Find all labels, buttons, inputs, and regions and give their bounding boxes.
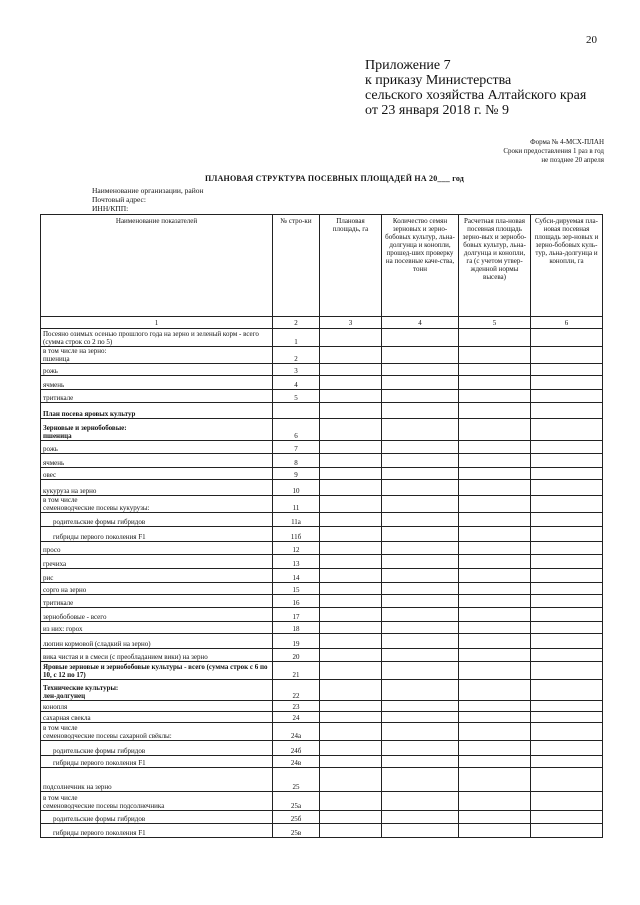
value-cell[interactable] (320, 569, 382, 583)
value-cell[interactable] (531, 364, 603, 376)
row-number: 12 (273, 542, 320, 555)
row-label: ячмень (41, 376, 273, 390)
row-number: 21 (273, 662, 320, 680)
header-seed-quantity: Количество семян зерновых и зерно-бобовых культур, льна-долгунца и конопли, прошед-ших проверку на посевные каче-ства, тонн (382, 215, 459, 317)
value-cell[interactable] (320, 513, 382, 527)
value-cell[interactable] (382, 468, 459, 480)
value-cell[interactable] (531, 513, 603, 527)
row-label: рожь (41, 441, 273, 454)
value-cell[interactable] (531, 390, 603, 403)
postal-address-label: Почтовый адрес: (92, 195, 146, 204)
row-number: 9 (273, 468, 320, 480)
value-cell[interactable] (320, 390, 382, 403)
value-cell[interactable] (382, 454, 459, 468)
row-number: 11б (273, 527, 320, 542)
value-cell[interactable] (320, 712, 382, 723)
row-number: 24б (273, 741, 320, 756)
value-cell[interactable] (459, 527, 531, 542)
table-row (41, 649, 603, 662)
value-cell[interactable] (320, 496, 382, 513)
value-cell[interactable] (531, 480, 603, 496)
value-cell[interactable] (382, 824, 459, 838)
header-indicator-name: Наименование показателей (41, 215, 273, 317)
row-number: 11 (273, 496, 320, 513)
table-row (41, 569, 603, 583)
value-cell[interactable] (459, 756, 531, 768)
table-row (41, 662, 603, 680)
table-row (41, 390, 603, 403)
value-cell[interactable] (382, 723, 459, 741)
table-row (41, 419, 603, 441)
table-row (41, 756, 603, 768)
row-label: Яровые зерновые и зернобобовые культуры - всего (сумма строк с 6 по 10, с 12 по 17) (41, 662, 273, 680)
column-number: 2 (273, 317, 320, 329)
value-cell[interactable] (531, 811, 603, 824)
value-cell[interactable] (320, 811, 382, 824)
row-label: в том числе семеноводческие посевы подсолнечника (41, 792, 273, 811)
table-row (41, 555, 603, 569)
row-number: 2 (273, 347, 320, 364)
value-cell[interactable] (459, 741, 531, 756)
value-cell[interactable] (382, 595, 459, 608)
table-row (41, 454, 603, 468)
value-cell[interactable] (382, 712, 459, 723)
value-cell[interactable] (320, 792, 382, 811)
column-number: 5 (459, 317, 531, 329)
value-cell[interactable] (382, 419, 459, 441)
row-number: 18 (273, 622, 320, 634)
table-row (41, 768, 603, 792)
value-cell[interactable] (320, 468, 382, 480)
value-cell[interactable] (320, 555, 382, 569)
value-cell[interactable] (459, 701, 531, 712)
table-row (41, 542, 603, 555)
row-label: гибриды первого поколения F1 (41, 756, 273, 768)
value-cell[interactable] (459, 569, 531, 583)
value-cell[interactable] (459, 513, 531, 527)
table-body (41, 329, 603, 838)
row-number: 17 (273, 608, 320, 622)
value-cell[interactable] (320, 364, 382, 376)
value-cell[interactable] (382, 390, 459, 403)
row-label: ячмень (41, 454, 273, 468)
value-cell[interactable] (531, 583, 603, 595)
row-label: Посеяно озимых осенью прошлого года на зерно и зеленый корм - всего (сумма строк со 2 по 5) (41, 329, 273, 347)
row-label: зернобобовые - всего (41, 608, 273, 622)
header-row-number: № стро-ки (273, 215, 320, 317)
table-row (41, 441, 603, 454)
row-label: просо (41, 542, 273, 555)
form-number: Форма № 4-МСХ-ПЛАН (530, 138, 604, 146)
value-cell[interactable] (320, 824, 382, 838)
value-cell[interactable] (382, 649, 459, 662)
row-number (273, 403, 320, 419)
column-number-row (41, 317, 603, 329)
row-number: 25б (273, 811, 320, 824)
value-cell[interactable] (382, 347, 459, 364)
value-cell[interactable] (320, 329, 382, 347)
value-cell[interactable] (320, 608, 382, 622)
value-cell[interactable] (531, 569, 603, 583)
row-label: вика чистая и в смеси (с преобладанием вики) на зерно (41, 649, 273, 662)
table-row (41, 329, 603, 347)
row-number: 4 (273, 376, 320, 390)
value-cell[interactable] (382, 792, 459, 811)
value-cell[interactable] (382, 364, 459, 376)
value-cell[interactable] (459, 496, 531, 513)
value-cell[interactable] (459, 811, 531, 824)
document-title: ПЛАНОВАЯ СТРУКТУРА ПОСЕВНЫХ ПЛОЩАДЕЙ НА 20___ год (205, 174, 465, 183)
row-number: 8 (273, 454, 320, 468)
row-label: кукуруза на зерно (41, 480, 273, 496)
value-cell[interactable] (382, 555, 459, 569)
row-number: 3 (273, 364, 320, 376)
value-cell[interactable] (531, 824, 603, 838)
row-number: 5 (273, 390, 320, 403)
value-cell[interactable] (382, 527, 459, 542)
row-number: 1 (273, 329, 320, 347)
value-cell[interactable] (320, 419, 382, 441)
table-row (41, 403, 603, 419)
table-row (41, 608, 603, 622)
row-label: подсолнечник на зерно (41, 768, 273, 792)
value-cell[interactable] (531, 622, 603, 634)
value-cell[interactable] (459, 441, 531, 454)
table-header-row (41, 215, 603, 317)
value-cell[interactable] (320, 347, 382, 364)
value-cell[interactable] (459, 622, 531, 634)
table-row (41, 496, 603, 513)
value-cell[interactable] (531, 403, 603, 419)
value-cell[interactable] (459, 634, 531, 649)
row-number: 24а (273, 723, 320, 741)
value-cell[interactable] (382, 542, 459, 555)
row-label: гречиха (41, 555, 273, 569)
value-cell[interactable] (531, 419, 603, 441)
row-label: гибриды первого поколения F1 (41, 824, 273, 838)
value-cell[interactable] (459, 403, 531, 419)
value-cell[interactable] (531, 555, 603, 569)
row-label: в том числе семеноводческие посевы кукурузы: (41, 496, 273, 513)
value-cell[interactable] (382, 329, 459, 347)
value-cell[interactable] (382, 376, 459, 390)
value-cell[interactable] (531, 496, 603, 513)
row-number: 24 (273, 712, 320, 723)
value-cell[interactable] (320, 634, 382, 649)
table-row (41, 468, 603, 480)
value-cell[interactable] (531, 649, 603, 662)
value-cell[interactable] (382, 608, 459, 622)
value-cell[interactable] (459, 583, 531, 595)
value-cell[interactable] (320, 701, 382, 712)
value-cell[interactable] (320, 454, 382, 468)
row-number: 22 (273, 680, 320, 701)
value-cell[interactable] (531, 527, 603, 542)
row-number: 13 (273, 555, 320, 569)
column-number: 4 (382, 317, 459, 329)
value-cell[interactable] (459, 649, 531, 662)
value-cell[interactable] (531, 376, 603, 390)
value-cell[interactable] (459, 792, 531, 811)
value-cell[interactable] (459, 680, 531, 701)
value-cell[interactable] (459, 480, 531, 496)
value-cell[interactable] (382, 403, 459, 419)
row-label: родительские формы гибридов (41, 513, 273, 527)
appendix-line: к приказу Министерства (365, 73, 512, 88)
table-row (41, 595, 603, 608)
value-cell[interactable] (459, 468, 531, 480)
table-row (41, 527, 603, 542)
value-cell[interactable] (382, 583, 459, 595)
value-cell[interactable] (459, 662, 531, 680)
row-label: тритикале (41, 390, 273, 403)
value-cell[interactable] (459, 364, 531, 376)
table-row (41, 680, 603, 701)
value-cell[interactable] (459, 595, 531, 608)
value-cell[interactable] (320, 480, 382, 496)
table-row (41, 347, 603, 364)
row-label: Технические культуры: лен-долгунец (41, 680, 273, 701)
row-number: 25 (273, 768, 320, 792)
value-cell[interactable] (320, 441, 382, 454)
value-cell[interactable] (320, 649, 382, 662)
value-cell[interactable] (531, 768, 603, 792)
value-cell[interactable] (459, 768, 531, 792)
value-cell[interactable] (459, 712, 531, 723)
row-label: овес (41, 468, 273, 480)
value-cell[interactable] (320, 376, 382, 390)
value-cell[interactable] (531, 441, 603, 454)
row-label: родительские формы гибридов (41, 811, 273, 824)
value-cell[interactable] (531, 723, 603, 741)
table-row (41, 811, 603, 824)
row-number: 25в (273, 824, 320, 838)
value-cell[interactable] (531, 542, 603, 555)
value-cell[interactable] (382, 768, 459, 792)
value-cell[interactable] (531, 634, 603, 649)
form-deadline: Сроки предоставления 1 раз в год (503, 147, 604, 155)
appendix-line: Приложение 7 (365, 58, 451, 73)
value-cell[interactable] (320, 662, 382, 680)
value-cell[interactable] (382, 741, 459, 756)
value-cell[interactable] (531, 741, 603, 756)
value-cell[interactable] (459, 376, 531, 390)
value-cell[interactable] (531, 792, 603, 811)
row-label: сахарная свекла (41, 712, 273, 723)
value-cell[interactable] (531, 454, 603, 468)
row-label: рожь (41, 364, 273, 376)
value-cell[interactable] (382, 622, 459, 634)
row-label: План посева яровых культур (41, 403, 273, 419)
value-cell[interactable] (382, 634, 459, 649)
column-number: 6 (531, 317, 603, 329)
table-row (41, 723, 603, 741)
value-cell[interactable] (531, 329, 603, 347)
value-cell[interactable] (320, 527, 382, 542)
row-label: из них: горох (41, 622, 273, 634)
value-cell[interactable] (382, 441, 459, 454)
value-cell[interactable] (459, 824, 531, 838)
header-planned-area: Плановая площадь, га (320, 215, 382, 317)
row-number: 24в (273, 756, 320, 768)
table-row (41, 513, 603, 527)
row-label: люпин кормовой (сладкий на зерно) (41, 634, 273, 649)
inn-kpp-label: ИНН/КПП: (92, 204, 129, 213)
column-number: 1 (41, 317, 273, 329)
value-cell[interactable] (382, 756, 459, 768)
table-row (41, 792, 603, 811)
table-row (41, 824, 603, 838)
value-cell[interactable] (531, 712, 603, 723)
value-cell[interactable] (320, 542, 382, 555)
row-label: Зерновые и зернобобовые: пшеница (41, 419, 273, 441)
row-number: 10 (273, 480, 320, 496)
row-label: родительские формы гибридов (41, 741, 273, 756)
table-row (41, 480, 603, 496)
row-number: 16 (273, 595, 320, 608)
value-cell[interactable] (531, 468, 603, 480)
value-cell[interactable] (459, 419, 531, 441)
value-cell[interactable] (459, 347, 531, 364)
value-cell[interactable] (531, 756, 603, 768)
row-number: 25а (273, 792, 320, 811)
row-label: в том числе на зерно: пшеница (41, 347, 273, 364)
row-number: 14 (273, 569, 320, 583)
header-subsidized-area: Субси-дируемая пла-новая посевная площадь зер-новых и зерно-бобовых куль-тур, льна-долгунца и конопли, га (531, 215, 603, 317)
table-row (41, 622, 603, 634)
value-cell[interactable] (531, 680, 603, 701)
row-number: 7 (273, 441, 320, 454)
value-cell[interactable] (382, 480, 459, 496)
value-cell[interactable] (459, 454, 531, 468)
org-name-label: Наименование организации, район (92, 186, 204, 195)
value-cell[interactable] (382, 569, 459, 583)
row-number: 23 (273, 701, 320, 712)
value-cell[interactable] (320, 622, 382, 634)
value-cell[interactable] (531, 608, 603, 622)
row-label: конопля (41, 701, 273, 712)
value-cell[interactable] (459, 542, 531, 555)
table-row (41, 712, 603, 723)
row-number: 11а (273, 513, 320, 527)
value-cell[interactable] (382, 680, 459, 701)
value-cell[interactable] (459, 329, 531, 347)
row-number: 6 (273, 419, 320, 441)
table-row (41, 741, 603, 756)
value-cell[interactable] (382, 701, 459, 712)
value-cell[interactable] (320, 741, 382, 756)
column-number: 3 (320, 317, 382, 329)
value-cell[interactable] (531, 662, 603, 680)
row-number: 20 (273, 649, 320, 662)
header-calculated-area: Расчетная пла-новая посевная площадь зерно-вых и зернобо-бовых культур, льна-долгунца и конопли, га (с учетом утвер-жденной нормы высева) (459, 215, 531, 317)
page-number: 20 (586, 34, 597, 46)
value-cell[interactable] (459, 555, 531, 569)
value-cell[interactable] (459, 723, 531, 741)
form-deadline: не позднее 20 апреля (541, 156, 604, 164)
value-cell[interactable] (382, 496, 459, 513)
table-row (41, 634, 603, 649)
table-row (41, 364, 603, 376)
value-cell[interactable] (382, 662, 459, 680)
row-label: в том числе семеноводческие посевы сахарной свёклы: (41, 723, 273, 741)
value-cell[interactable] (382, 811, 459, 824)
form-meta (503, 138, 604, 165)
table-row (41, 376, 603, 390)
appendix-line: от 23 января 2018 г. № 9 (365, 103, 509, 118)
value-cell[interactable] (320, 680, 382, 701)
value-cell[interactable] (320, 768, 382, 792)
row-label: сорго на зерно (41, 583, 273, 595)
value-cell[interactable] (459, 390, 531, 403)
table-row (41, 701, 603, 712)
value-cell[interactable] (320, 403, 382, 419)
row-label: рис (41, 569, 273, 583)
organization-fields (92, 186, 203, 213)
value-cell[interactable] (531, 595, 603, 608)
sowing-plan-table (40, 214, 603, 838)
row-label: тритикале (41, 595, 273, 608)
appendix-block (365, 58, 586, 118)
value-cell[interactable] (320, 756, 382, 768)
value-cell[interactable] (531, 347, 603, 364)
value-cell[interactable] (320, 595, 382, 608)
value-cell[interactable] (320, 583, 382, 595)
row-number: 15 (273, 583, 320, 595)
value-cell[interactable] (382, 513, 459, 527)
value-cell[interactable] (320, 723, 382, 741)
value-cell[interactable] (531, 701, 603, 712)
table-row (41, 583, 603, 595)
row-number: 19 (273, 634, 320, 649)
value-cell[interactable] (459, 608, 531, 622)
row-label: гибриды первого поколения F1 (41, 527, 273, 542)
appendix-line: сельского хозяйства Алтайского края (365, 88, 587, 103)
